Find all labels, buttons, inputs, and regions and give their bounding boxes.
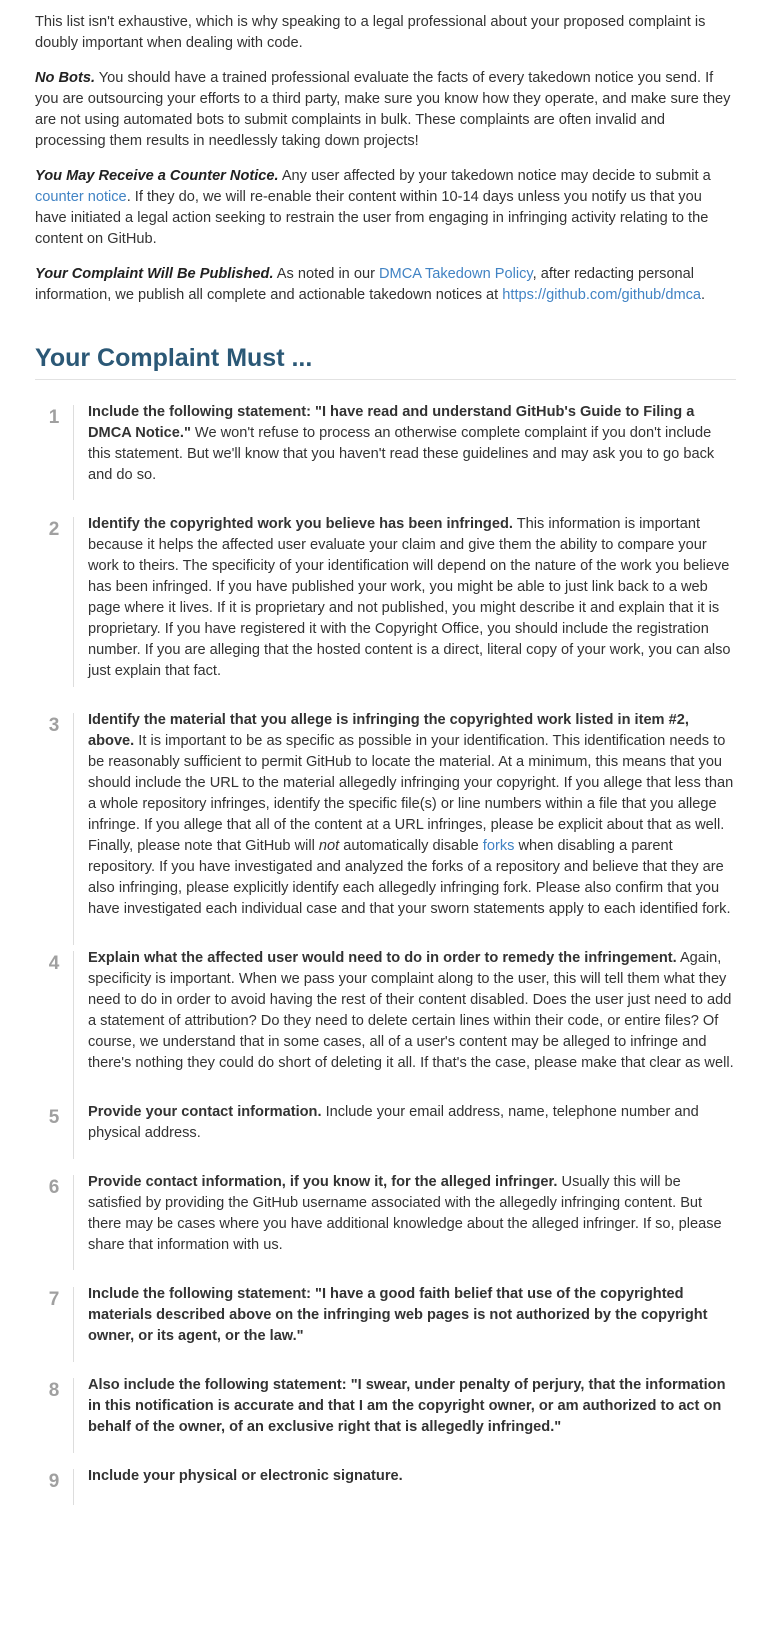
step-number: 6 bbox=[35, 1175, 74, 1270]
published-text-a: As noted in our bbox=[273, 266, 380, 282]
forks-link[interactable]: forks bbox=[482, 838, 515, 854]
published-title: Your Complaint Will Be Published. bbox=[35, 266, 274, 282]
step-text: We won't refuse to process an otherwise complete complaint if you don't include this statement. But we'll know that you haven't read these guidelines and may ask you to go back and do so. bbox=[88, 425, 715, 483]
step-title: Also include the following statement: "I swear, under penalty of perjury, that the information in this notification is accurate and that I am the copyright owner, or am authorized to act on behalf of the owner, of an exclusive right that is allegedly infringed." bbox=[88, 1377, 726, 1435]
intro-text: This list isn't exhaustive, which is why speaking to a legal professional about your proposed complaint is doubly important when dealing with code. bbox=[35, 14, 706, 51]
step-text: when disabling a parent repository. If you have investigated and analyzed the forks of a repository and believe that they are also infringing, please explicitly identify each allegedly infringing fork. Please also confirm that you have investigated each individual case and that your sworn statements apply to each identified fork. bbox=[88, 838, 731, 917]
step-text: This information is important because it helps the affected user evaluate your claim and give them the ability to compare your work to theirs. The specificity of your identification will depend on the nature of the work you believe has been infringed. If you have published your work, you might be able to just link back to a web page where it lives. If it is proprietary and not published, you might describe it and explain that it is proprietary. If you have registered it with the Copyright Office, you should include the registration number. If you are alleging that the hosted content is a direct, literal copy of your work, you can also just explain that fact. bbox=[88, 516, 731, 679]
counter-notice-paragraph bbox=[35, 166, 736, 250]
step-body bbox=[88, 402, 736, 486]
list-item bbox=[35, 1102, 736, 1144]
counter-notice-text-a: Any user affected by your takedown notice may decide to submit a bbox=[278, 168, 711, 184]
list-item bbox=[35, 1284, 736, 1347]
intro-paragraph bbox=[35, 12, 736, 54]
list-item bbox=[35, 402, 736, 486]
published-text-b: , after redacting personal information, we publish all complete and actionable takedown notices at bbox=[35, 266, 695, 303]
published-paragraph bbox=[35, 264, 736, 306]
step-number: 5 bbox=[35, 1105, 74, 1159]
step-text: Usually this will be satisfied by providing the GitHub username associated with the allegedly infringing content. But there may be cases where you have additional knowledge about the alleged infringer. If so, please share that information with us. bbox=[88, 1174, 722, 1253]
step-number: 3 bbox=[35, 713, 74, 945]
github-dmca-repo-link[interactable]: https://github.com/github/dmca bbox=[502, 287, 702, 303]
list-item bbox=[35, 710, 736, 920]
list-item bbox=[35, 1375, 736, 1438]
step-title: Identify the copyrighted work you believe has been infringed. bbox=[88, 516, 513, 532]
step-body bbox=[88, 710, 736, 920]
step-body bbox=[88, 1466, 736, 1487]
step-title: Provide your contact information. bbox=[88, 1104, 322, 1120]
step-number: 2 bbox=[35, 517, 74, 687]
list-item bbox=[35, 948, 736, 1074]
counter-notice-text-b: . If they do, we will re-enable their content within 10-14 days unless you notify us that you have initiated a legal action seeking to restrain the user from engaging in infringing activity relating to the content on GitHub. bbox=[35, 189, 709, 247]
step-text: automatically disable bbox=[339, 838, 483, 854]
requirements-list bbox=[35, 402, 736, 1492]
step-title: Include the following statement: "I have read and understand GitHub's Guide to Filing a DMCA Notice." bbox=[88, 404, 695, 441]
counter-notice-title: You May Receive a Counter Notice. bbox=[35, 168, 279, 184]
step-body bbox=[88, 1172, 736, 1256]
step-text: Include your email address, name, telephone number and physical address. bbox=[88, 1104, 699, 1141]
step-number: 8 bbox=[35, 1378, 74, 1453]
step-number: 1 bbox=[35, 405, 74, 500]
published-text-c: . bbox=[701, 287, 706, 303]
step-number: 9 bbox=[35, 1469, 74, 1505]
step-title: Explain what the affected user would need to do in order to remedy the infringement. bbox=[88, 950, 677, 966]
step-title: Identify the material that you allege is infringing the copyrighted work listed in item #2, above. bbox=[88, 712, 689, 749]
list-item bbox=[35, 1466, 736, 1492]
no-bots-text: You should have a trained professional evaluate the facts of every takedown notice you send. If you are outsourcing your efforts to a third party, make sure you know how they operate, and make sure they are not using automated bots to submit complaints in bulk. These complaints are often invalid and processing them results in needlessly taking down projects! bbox=[35, 70, 731, 149]
step-body bbox=[88, 514, 736, 682]
no-bots-paragraph bbox=[35, 68, 736, 152]
step-emphasis: not bbox=[318, 838, 340, 854]
dmca-takedown-policy-link[interactable]: DMCA Takedown Policy bbox=[379, 266, 533, 282]
step-body bbox=[88, 1375, 736, 1438]
step-text: It is important to be as specific as possible in your identification. This identification needs to be reasonably sufficient to permit GitHub to locate the material. At a minimum, this means that you should include the URL to the material allegedly infringing your copyright. If you allege that less than a whole repository infringes, identify the specific file(s) or line numbers within a file that you allege infringe. If you allege that all of the content at a URL infringes, please be explicit about that as well. Finally, please note that GitHub will bbox=[88, 733, 734, 854]
list-item bbox=[35, 514, 736, 682]
step-title: Provide contact information, if you know it, for the alleged infringer. bbox=[88, 1174, 558, 1190]
no-bots-title: No Bots. bbox=[35, 70, 95, 86]
step-body bbox=[88, 1284, 736, 1347]
step-number: 4 bbox=[35, 951, 74, 1121]
step-title: Include the following statement: "I have a good faith belief that use of the copyrighted materials described above on the infringing web pages is not authorized by the copyright owner, or its agent, or the law." bbox=[88, 1286, 708, 1344]
step-number: 7 bbox=[35, 1287, 74, 1362]
counter-notice-link[interactable]: counter notice bbox=[35, 189, 127, 205]
step-text: Again, specificity is important. When we pass your complaint along to the user, this will tell them what they need to do in order to avoid having the rest of their content disabled. Does the user just need to add a statement of attribution? Do they need to delete certain lines within their code, or entire files? Of course, we understand that in some cases, all of a user's content may be alleged to infringe and there's nothing they could do short of deleting it all. If that's the case, please make that clear as well. bbox=[88, 950, 734, 1071]
step-body bbox=[88, 1102, 736, 1144]
list-item bbox=[35, 1172, 736, 1256]
step-body bbox=[88, 948, 736, 1074]
step-title: Include your physical or electronic signature. bbox=[88, 1468, 403, 1484]
section-heading: Your Complaint Must ... bbox=[35, 342, 736, 380]
